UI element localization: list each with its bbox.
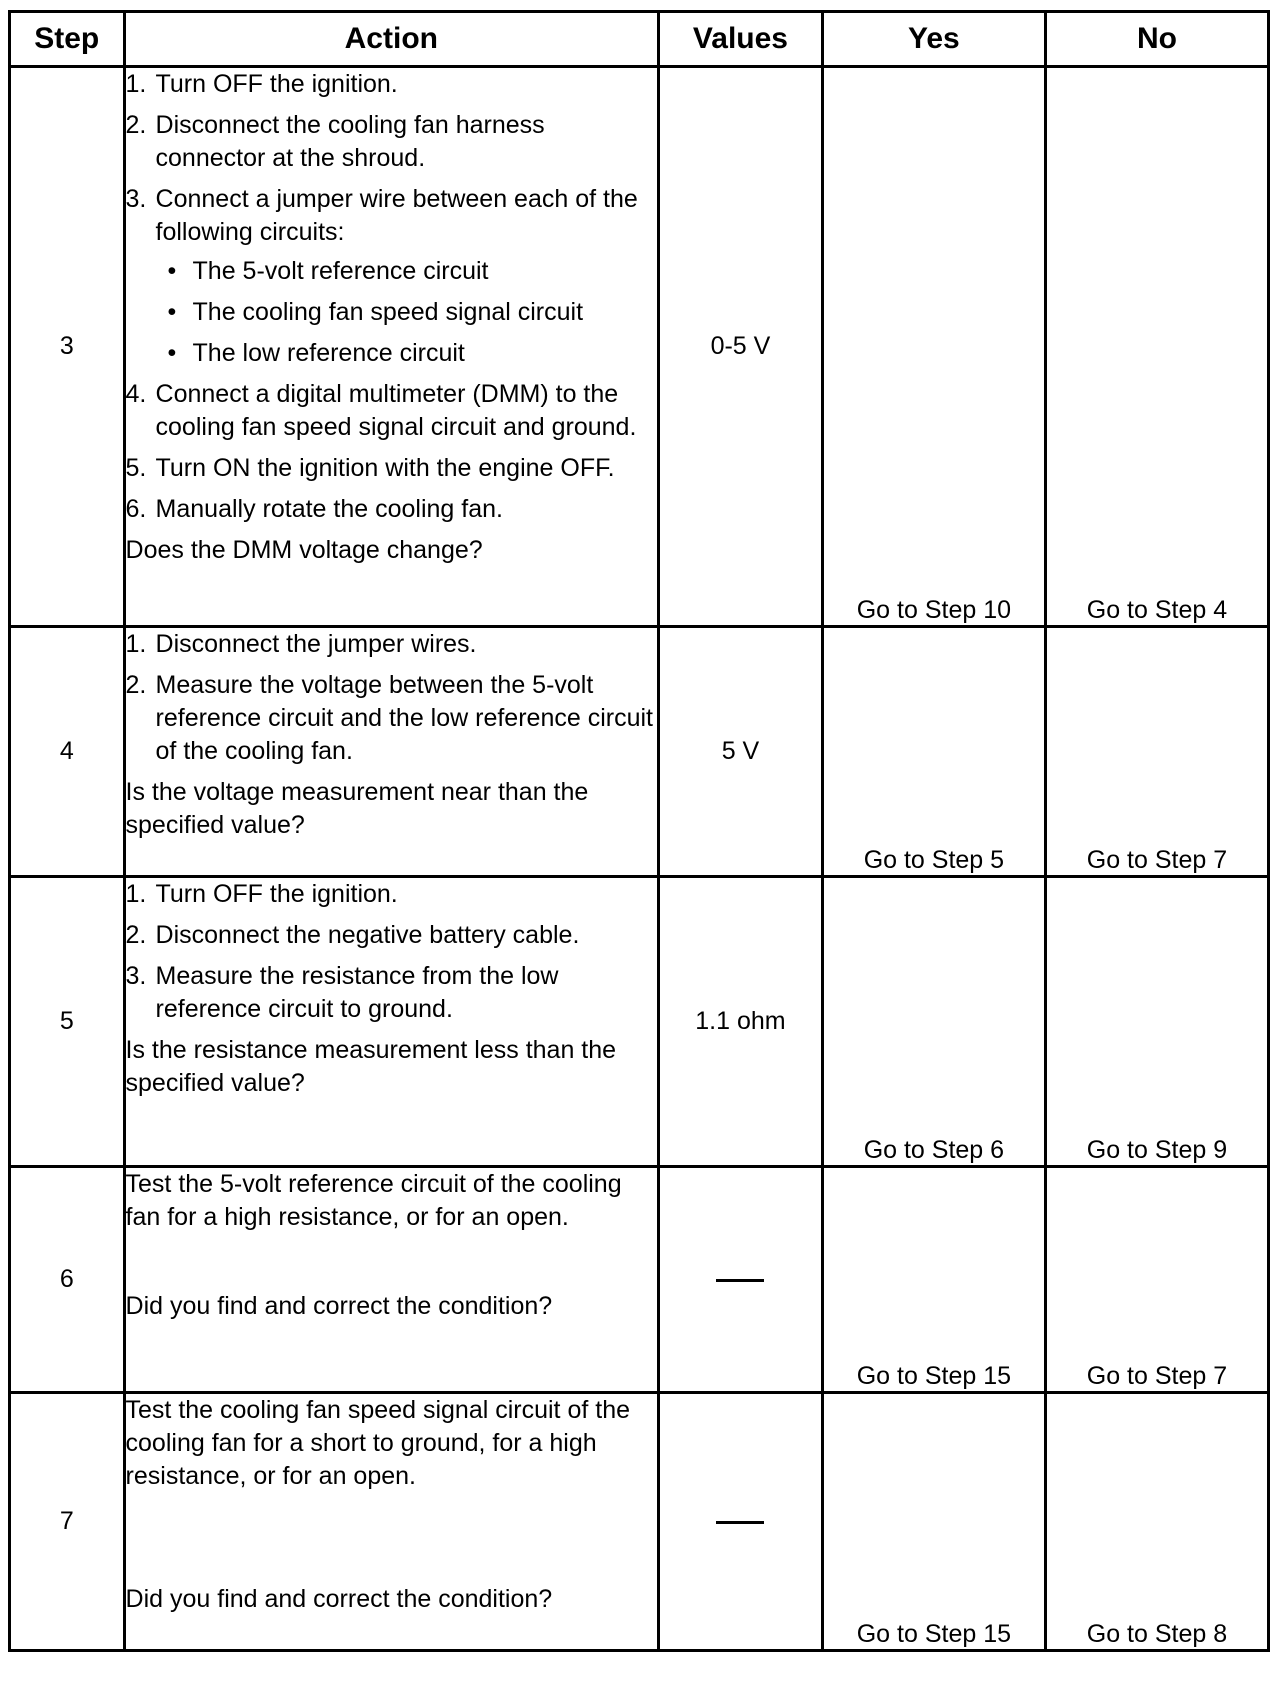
no-cell: Go to Step 9 (1045, 877, 1268, 1167)
question-text: Does the DMM voltage change? (125, 536, 483, 564)
action-text: Test the cooling fan speed signal circuit of the cooling fan for a short to ground, for a high resistance, or for an open. (125, 1396, 630, 1490)
step-num: 2. (125, 921, 147, 949)
yes-cell: Go to Step 15 (822, 1167, 1045, 1393)
action-cell (124, 627, 659, 877)
yes-cell: Go to Step 5 (822, 627, 1045, 877)
no-cell: Go to Step 4 (1045, 67, 1268, 627)
action-step (126, 628, 658, 661)
action-step (126, 378, 658, 444)
value-cell: 1.1 ohm (659, 877, 823, 1167)
diagnostic-table (8, 10, 1270, 1652)
no-cell: Go to Step 8 (1045, 1393, 1268, 1651)
step-text: Disconnect the negative battery cable. (155, 921, 580, 949)
value-cell: 0-5 V (659, 67, 823, 627)
question-text: Is the resistance measurement less than the specified value? (125, 1036, 617, 1097)
action-cell (124, 1167, 659, 1393)
step-text: Turn OFF the ignition. (155, 880, 398, 908)
no-cell: Go to Step 7 (1045, 627, 1268, 877)
step-num: 1. (125, 880, 147, 908)
table-row-step-7 (10, 1393, 1269, 1651)
step-number: 4 (10, 627, 125, 877)
action-step (126, 109, 658, 175)
action-cell (124, 877, 659, 1167)
step-num: 6. (125, 495, 147, 523)
value-cell: 5 V (659, 627, 823, 877)
action-step (126, 493, 658, 526)
step-text: Disconnect the cooling fan harness connector at the shroud. (155, 111, 545, 172)
step-number: 6 (10, 1167, 125, 1393)
yes-cell: Go to Step 10 (822, 67, 1045, 627)
action-step (126, 452, 658, 485)
yes-cell: Go to Step 15 (822, 1393, 1045, 1651)
action-step (126, 878, 658, 911)
table-row-step-3 (10, 67, 1269, 627)
action-steps (126, 878, 658, 1026)
table-row-step-4 (10, 627, 1269, 877)
circuit-list (156, 255, 658, 370)
step-num: 3. (125, 962, 147, 990)
step-number: 7 (10, 1393, 125, 1651)
header-no: No (1045, 12, 1268, 67)
action-step (126, 669, 658, 768)
no-cell: Go to Step 7 (1045, 1167, 1268, 1393)
circuit-item: • The 5-volt reference circuit (156, 255, 658, 288)
action-step (126, 183, 658, 370)
step-text: Manually rotate the cooling fan. (155, 495, 503, 523)
empty-value-dash (716, 1279, 764, 1282)
step-text: Disconnect the jumper wires. (155, 630, 477, 658)
header-yes: Yes (822, 12, 1045, 67)
step-text: Turn OFF the ignition. (155, 70, 398, 98)
action-step (126, 919, 658, 952)
step-num: 1. (125, 70, 147, 98)
step-num: 5. (125, 454, 147, 482)
step-num: 2. (125, 671, 147, 699)
header-step: Step (10, 12, 125, 67)
circuit-item: • The cooling fan speed signal circuit (156, 296, 658, 329)
step-number: 5 (10, 877, 125, 1167)
circuit-item: • The low reference circuit (156, 337, 658, 370)
step-text: Connect a digital multimeter (DMM) to the cooling fan speed signal circuit and ground. (155, 380, 637, 441)
question-text: Did you find and correct the condition? (125, 1585, 553, 1613)
step-num: 1. (125, 630, 147, 658)
step-number: 3 (10, 67, 125, 627)
question-text: Is the voltage measurement near than the specified value? (125, 778, 589, 839)
action-cell (124, 1393, 659, 1651)
step-num: 4. (125, 380, 147, 408)
empty-value-dash (716, 1521, 764, 1524)
step-text: Measure the resistance from the low reference circuit to ground. (155, 962, 559, 1023)
action-steps (126, 68, 658, 526)
action-step (126, 68, 658, 101)
action-cell (124, 67, 659, 627)
step-text: Connect a jumper wire between each of the following circuits: (155, 185, 638, 246)
action-steps (126, 628, 658, 768)
header-action: Action (124, 12, 659, 67)
value-cell (659, 1167, 823, 1393)
table-row-step-5 (10, 877, 1269, 1167)
step-text: Measure the voltage between the 5-volt reference circuit and the low reference circuit of the cooling fan. (155, 671, 653, 765)
step-text: Turn ON the ignition with the engine OFF. (155, 454, 615, 482)
question-text: Did you find and correct the condition? (125, 1292, 553, 1320)
value-cell (659, 1393, 823, 1651)
step-num: 3. (125, 185, 147, 213)
action-step (126, 960, 658, 1026)
table-row-step-6 (10, 1167, 1269, 1393)
action-text: Test the 5-volt reference circuit of the cooling fan for a high resistance, or for an open. (125, 1170, 622, 1231)
header-values: Values (659, 12, 823, 67)
step-num: 2. (125, 111, 147, 139)
yes-cell: Go to Step 6 (822, 877, 1045, 1167)
header-row (10, 12, 1269, 67)
